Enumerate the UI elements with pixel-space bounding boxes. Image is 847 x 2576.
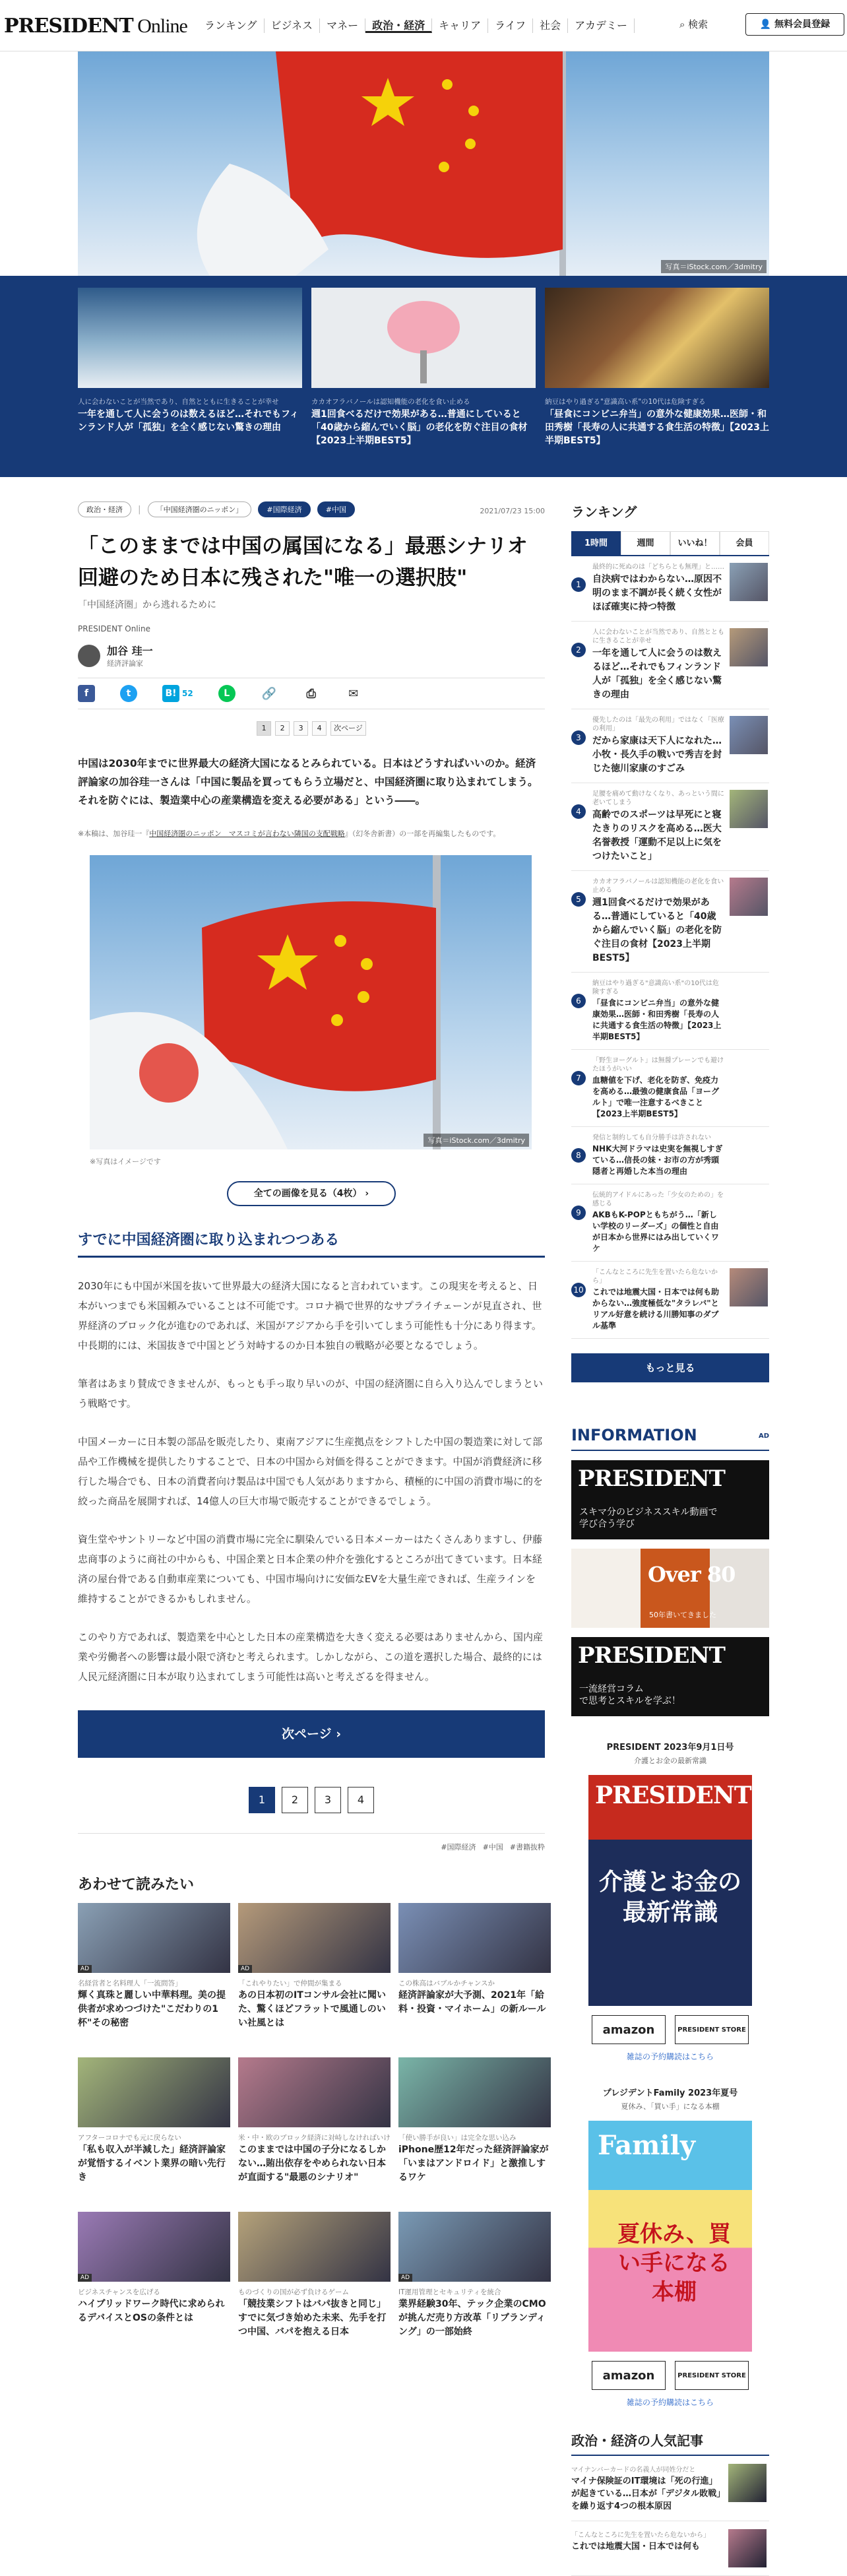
register-button[interactable]: 👤 無料会員登録 [745,13,844,36]
magazine-heading: PRESIDENT 2023年9月1日号 [606,1743,734,1753]
search-button[interactable]: ⌕ 検索 [679,18,708,30]
banner-title: Over 80 [648,1562,736,1587]
banner-text: 50年書いてきました [649,1611,716,1619]
featured-card[interactable] [545,288,769,447]
columns-banner[interactable] [571,1637,769,1716]
paragraph: 筆者はあまり賛成できませんが、もっとも手っ取り早いのが、中国の経済圏に自ら入り込んでしまうという戦略です。 [78,1378,544,1409]
ranking-title: NHK大河ドラマは史実を無視しすぎている…信長の妹・お市の方が秀頭隠者と再婚した本当の理由 [592,1144,723,1176]
page-link[interactable]: 3 [315,1787,341,1813]
facebook-icon[interactable]: f [78,685,95,702]
hashtag[interactable]: #中国 [482,1843,503,1852]
ranking-list [571,556,769,1339]
featured-kicker: 人に会わないことが当然であり、自然とともに生きることが幸せ [78,398,279,406]
magazine-cover[interactable] [588,2121,752,2352]
hashtag[interactable]: #国際経済 [258,501,310,517]
banner-title: PRESIDENT [578,1642,725,1669]
ranking-title: 一年を通して人に会うのは数えるほど…それでもフィンランド人が「孤独」を全く感じない驚きの理由 [592,648,722,700]
paragraph: 中国メーカーに日本製の部品を販売したり、東南アジアに生産拠点をシフトした中国の製造業に対して部品や工作機械を提供したりすることで、日本の中国から対価を得ることができます。中国が消費経済に移行した場合でも、日本の消費者向け製品は中国でも人気がありますから、積極的に中国の消費市場に的を絞った商品を展開すれば、14億人の巨大市場で販売することができるでしょう。 [78,1436,544,1507]
ranking-text [592,1056,724,1120]
paragraph: このやり方であれば、製造業を中心とした日本の産業構造を大きく変える必要はありませんから、国内産業や労働者への影響は最小限で済むと考えられます。しかしながら、この道を選択した場合、最終的には人民元経済圏に日本が取り込まれてしまう可能性は高いと考えざるを得ません。 [78,1631,544,1683]
ranking-kicker: 最終的に死ぬのは「どちらとも無理」と…… [592,564,724,571]
ranking-thumbnail [730,628,768,666]
ranking-item[interactable] [571,783,769,871]
ranking-title: 「昼食にコンビニ弁当」の意外な健康効果…医師・和田秀樹「長寿の人に共通する食生活の特徴」【2023上半期BEST5】 [592,998,722,1041]
ranking-item[interactable] [571,1184,769,1262]
ranking-title: 高齢でのスポーツは早死にと寝たきりのリスクを高める…医大名誉教授「運動不足以上に気をつけたいこと」 [592,810,722,862]
rank-number: 10 [571,1283,586,1297]
popular-heading: 政治・経済の人気記事 [571,2430,769,2456]
cover-logo: Family [598,2130,696,2161]
featured-kicker: カカオフラバノールは認知機能の老化を食い止める [311,398,470,406]
section-heading: すでに中国経済圏に取り込まれつつある [78,1229,545,1258]
ranking-text [592,1134,724,1177]
popular-text [571,2529,723,2567]
related-card[interactable] [238,2057,391,2199]
information-heading: INFORMATION AD [571,1426,769,1451]
subscribe-link[interactable]: 雑誌の予約購読はこちら [626,2052,714,2061]
ad-label: AD [238,1965,252,1973]
hashtag[interactable]: #中国 [317,501,355,517]
president-store-button[interactable]: PRESIDENT STORE [675,2015,749,2044]
rank-number: 7 [571,1071,586,1085]
view-all-images-button[interactable]: 全ての画像を見る（4枚） › [227,1181,396,1206]
author-block[interactable] [78,643,545,668]
related-thumbnail [238,1903,391,1973]
featured-band [0,276,847,477]
related-thumbnail [398,2057,551,2127]
article-lead: 中国は2030年までに世界最大の経済大国になるとみられている。日本はどうすればいいのか。経済評論家の加谷珪一さんは「中国に製品を買ってもらう立場だと、中国経済圏に取り込まれてしまう。それを防ぐには、製造業中心の産業構造を変える必要がある」という――。 [78,757,538,806]
search-icon: ⌕ [679,18,689,30]
ranking-kicker: 足腰を痛めて動けなくなり、あっという間に老いてしまう [592,790,724,806]
popular-thumbnail [728,2464,767,2502]
ranking-item[interactable] [571,871,769,973]
ranking-item[interactable] [571,556,769,622]
tab-hourly[interactable]: 1時間 [571,531,621,555]
popular-kicker: 「こんなところに先生を置いたら危ないから」 [571,2532,710,2539]
more-ranking-button[interactable]: もっと見る [571,1353,769,1382]
sidebar [571,501,769,2576]
ranking-heading: ランキング [571,504,637,520]
rank-number: 8 [571,1148,586,1163]
ad-label: AD [78,1965,92,1973]
ranking-title: AKBもK-POPともちがう…「新しい学校のリーダーズ」の個性と自由が日本から世界にはみ出していくワケ [592,1210,720,1253]
ranking-kicker: 「野生ヨーグルト」は無醤プレーンでも避けたほうがいい [592,1057,724,1073]
book-link[interactable]: 中国経済圏のニッポン マスコミが言わない隣国の支配戦略 [149,829,345,838]
hashtag[interactable]: #書籍抜粋 [509,1843,545,1852]
banner-text: スキマ分のビジネススキル動画で 学び合う学び [579,1507,718,1530]
related-card[interactable] [78,1903,230,2044]
ranking-text [592,628,724,702]
ranking-text [592,790,724,864]
featured-card[interactable] [311,288,536,447]
page-link[interactable]: 4 [312,721,327,736]
related-title: このままでは中国の子分になるしかない…賄出依存をやめられない日本が直面する"最悪のシナリオ" [238,2144,386,2183]
academy-banner[interactable] [571,1460,769,1539]
ranking-kicker: 人に会わないことが当然であり、自然とともに生きることが幸せ [592,629,724,645]
related-thumbnail [78,2057,230,2127]
ranking-text [592,1191,724,1254]
related-thumbnail [398,1903,551,1973]
article-title: 「このままでは中国の属国になる」最悪シナリオ回避のため日本に残された"唯一の選択肢" [78,534,528,590]
ranking-kicker: 発信と制約しても自分勝手は許されない [592,1134,711,1142]
link-icon[interactable]: 🔗 [261,686,276,701]
page-nav-top [78,721,545,736]
banner-text: 一流経営コラム で思考とスキルを学ぶ！ [579,1684,681,1706]
magazine-president [571,1740,769,2408]
paragraph: 2030年にも中国が米国を抜いて世界最大の経済大国になると言われています。この現実を考えると、日本がいつまでも米国頼みでいることは不可能です。コロナ禍で世界的なサプライチェーンが見直され、世界経済のブロック化が進むのであれば、米国がアジアから手を引いてしまう可能性も十分にあり得ます。中長期的には、米国抜きで中国とどう対峙するのか日本独自の戦略が必要となるでしょう。 [78,1280,542,1351]
ranking-item[interactable] [571,1050,769,1127]
rank-number: 3 [571,730,586,745]
related-kicker: 名経営者と名料理人「一流問答」 [78,1980,182,1987]
banner-title: PRESIDENT [578,1465,725,1492]
popular-title: これでは地震大国・日本では何も [571,2542,701,2552]
featured-kicker: 納豆はやり過ぎる"意識高い系"の10代は危険すぎる [545,398,706,406]
ranking-item[interactable] [571,1127,769,1184]
related-card[interactable] [238,1903,391,2044]
share-bar [78,678,545,709]
popular-thumbnail [728,2529,767,2567]
ranking-text [592,979,724,1043]
article-meta [78,501,545,517]
rank-number: 9 [571,1206,586,1220]
publish-date: 2021/07/23 15:00 [480,507,545,515]
related-grid [78,1903,549,2353]
rank-number: 5 [571,892,586,907]
ranking-thumbnail [730,716,768,754]
paragraph: 資生堂やサントリーなど中国の消費市場に完全に馴染んでいる日本メーカーはたくさんありますし、伊藤忠商事のように商社の中からも、中国企業と日本企業の仲介を強化するところが出てきています。日本経済の屋台骨である自動車産業についても、中国市場向けに安価なEVを大量生産できれば、生産ラインを維持することができるかもしれません。 [78,1533,542,1605]
amazon-button[interactable]: amazon [592,2015,666,2044]
popular-title: マイナ保険証のIT環境は「死の行進」が起きている…日本が「デジタル敗戦」を繰り返す4つの根本原因 [571,2476,721,2511]
tab-likes[interactable]: いいね！ [670,531,720,555]
hero-image [78,51,769,276]
related-title: ハイブリッドワーク時代に求められるデバイスとOSの条件とは [78,2299,225,2323]
site-header [0,0,847,51]
ranking-text [592,563,724,614]
main-nav [198,18,635,33]
image-credit: 写真＝iStock.com／3dmitry [424,1134,529,1147]
cover-title: 介護とお金の最新常識 [598,1869,741,1926]
featured-card[interactable] [78,288,302,447]
nav-item-politics[interactable]: 政治・経済 [365,18,432,33]
page-link[interactable]: 3 [294,721,308,736]
image-caption: ※写真はイメージです [90,1157,161,1166]
featured-title: 一年を通して人に会うのは数えるほど…それでもフィンランド人が「孤独」を全く感じない驚きの理由 [78,409,299,433]
related-card[interactable] [78,2057,230,2199]
page-link[interactable]: 2 [282,1787,308,1813]
tab-weekly[interactable]: 週間 [621,531,670,555]
ranking-text [592,878,724,965]
line-icon[interactable]: L [218,685,235,702]
related-heading: あわせて読みたい [78,1877,195,1893]
author-name: 加谷 珪一 [107,645,153,657]
rank-number: 4 [571,804,586,819]
ranking-item[interactable] [571,709,769,783]
ad-label: AD [758,1433,769,1440]
featured-title: 「昼食にコンビニ弁当」の意外な健康効果…医師・和田秀樹「長寿の人に共通する食生活の特徴」【2023上半期BEST5】 [545,409,769,446]
related-title: 輝く真珠と麗しい中華料理。美の提供者が求めつづけた"こだわりの1杯"その秘密 [78,1990,226,2028]
nav-item-life[interactable]: ライフ [488,18,533,33]
magazine-subheading: 介護とお金の最新常識 [634,1756,706,1765]
ranking-kicker: 「こんなところに先生を置いたら危ないから」 [592,1269,718,1285]
hero-credit: 写真＝iStock.com／3dmitry [661,260,767,273]
article-image[interactable] [90,855,532,1149]
cover-title: 夏休み、買い手になる本棚 [617,2221,732,2305]
page-link[interactable]: 2 [275,721,290,736]
ranking-text [592,716,724,776]
ranking-thumbnail [730,790,768,828]
article-source: PRESIDENT Online [78,624,150,633]
tab-members[interactable]: 会員 [720,531,769,555]
related-kicker: 「使い勝手が良い」は完全な思い込み [398,2134,517,2142]
nav-item-society[interactable]: 社会 [533,18,568,33]
popular-item[interactable] [571,2456,769,2521]
series-tag[interactable]: 「中国経済圏のニッポン」 [148,501,252,517]
ranking-kicker: 納豆はやり過ぎる"意識高い系"の10代は危険すぎる [592,980,719,996]
flag-illustration [78,51,769,276]
ranking-kicker: 伝統的アイドルにあった「少女のための」を感じる [592,1192,724,1208]
site-logo[interactable]: PRESIDENT Online [4,15,187,38]
related-title: 業界経験30年、テック企業のCMOが挑んだ売り方改革「リブランディング」の一部始終 [398,2299,546,2337]
chevron-right-icon: › [365,1188,369,1199]
ranking-thumbnail [730,563,768,601]
book-banner[interactable] [571,1549,769,1628]
related-title: 「私も収入が半減した」経済評論家が覚悟するイベント業界の暗い先行き [78,2144,226,2183]
rank-number: 6 [571,994,586,1008]
related-card[interactable] [398,1903,551,2044]
next-page-link[interactable]: 次ページ [330,721,366,736]
popular-text [571,2464,723,2513]
popular-item[interactable] [571,2521,769,2576]
page-nav-bottom [78,1787,545,1813]
author-avatar [78,645,100,667]
magazine-cover[interactable] [588,1775,752,2006]
featured-thumbnail [311,288,536,388]
rank-number: 2 [571,643,586,657]
article [78,501,549,2353]
divider: | [138,505,141,515]
related-thumbnail [78,2212,230,2282]
magazine-heading: プレジデントFamily 2023年夏号 [602,2088,738,2098]
category-tag[interactable]: 政治・経済 [78,501,131,517]
related-card[interactable] [238,2212,391,2353]
nav-item-academy[interactable]: アカデミー [568,18,635,33]
related-thumbnail [78,1903,230,1973]
ranking-title: だから家康は天下人になれた…小牧・長久手の戦いで秀吉を封じた徳川家康のすごみ [592,736,722,774]
nav-item-career[interactable]: キャリア [432,18,488,33]
ranking-thumbnail [730,878,768,916]
related-kicker: アフターコロナでも元に戻らない [78,2134,181,2142]
ad-label: AD [398,2274,412,2282]
featured-thumbnail [78,288,302,388]
page-link[interactable]: 1 [257,721,271,736]
article-subtitle: 「中国経済圏」から逃れるために [78,600,216,610]
author-role: 経済評論家 [107,659,143,668]
related-thumbnail [398,2212,551,2282]
ad-label: AD [78,2274,92,2282]
related-thumbnail [238,2212,391,2282]
related-title: あの日本初のITコンサル会社に聞いた、驚くほどフラットで風通しのいい社風とは [238,1990,387,2028]
ranking-tabs [571,531,769,556]
next-page-button[interactable]: 次ページ › [78,1710,545,1758]
rank-number: 1 [571,577,586,592]
ranking-item[interactable] [571,622,769,709]
related-kicker: この株高はバブルかチャンスか [398,1980,495,1987]
popular-kicker: マイナンバーカードの名義人が同姓分だと [571,2466,696,2474]
related-title: 経済評論家が大予測、2021年「給料・投資・マイホーム」の新ルール [398,1990,546,2014]
featured-title: 週1回食べるだけで効果がある…普通にしていると「40歳から縮んでいく脳」の老化を防ぐ注目の食材【2023上半期BEST5】 [311,409,528,446]
ranking-item[interactable] [571,1262,769,1339]
user-icon: 👤 [759,19,775,30]
ranking-kicker: 優先したのは「最先の利用」ではなく「医療の利用」 [592,717,724,732]
nav-item-business[interactable]: ビジネス [265,18,321,33]
print-icon[interactable]: ⎙ [306,686,316,701]
related-card[interactable] [398,2212,551,2353]
president-store-button[interactable]: PRESIDENT STORE [675,2361,749,2390]
ranking-title: 血糖値を下げ、老化を防ぎ、免疫力を高める…最強の健康食品「ヨーグルト」で唯一注意するべきこと【2023上半期BEST5】 [592,1076,720,1118]
related-thumbnail [238,2057,391,2127]
subscribe-link[interactable]: 雑誌の予約購読はこちら [626,2398,714,2407]
related-kicker: IT運用管理とセキュリティを統合 [398,2288,501,2296]
related-card[interactable] [78,2212,230,2353]
related-title: iPhone歴12年だった経済評論家が「いまはアンドロイド」と激推しするワケ [398,2144,549,2183]
magazine-subheading: 夏休み、「買い手」になる本棚 [621,2102,720,2111]
bottom-tags [78,1833,545,1852]
page-link[interactable]: 4 [348,1787,374,1813]
hashtag[interactable]: #国際経済 [441,1843,476,1852]
store-links [571,2361,769,2390]
ranking-item[interactable] [571,973,769,1050]
related-kicker: ビジネスチャンスを広げる [78,2288,160,2296]
mail-icon[interactable]: ✉ [348,686,359,701]
ranking-title: これでは地震大国・日本では何も助からない…強度極低な"タラレバ"とリアル好意を続ける川勝知事のダブル基準 [592,1287,720,1330]
store-links [571,2015,769,2044]
amazon-button[interactable]: amazon [592,2361,666,2390]
ranking-text [592,1268,724,1332]
featured-thumbnail [545,288,769,388]
ranking-title: 週1回食べるだけで効果がある…普通にしていると「40歳から縮んでいく脳」の老化を防ぐ注目の食材【2023上半期BEST5】 [592,897,722,963]
ranking-kicker: カカオフラバノールは認知機能の老化を食い止める [592,878,724,894]
nav-item-money[interactable]: マネー [320,18,365,33]
flag-illustration [90,855,532,1149]
nav-item-ranking[interactable]: ランキング [198,18,265,33]
ranking-thumbnail [730,1268,768,1306]
popular-list [571,2456,769,2576]
source-note: ※本稿は、加谷珪一『中国経済圏のニッポン マスコミが言わない隣国の支配戦略』（幻冬舎新書）の一部を再編集したものです。 [78,829,501,838]
related-kicker: 「これやりたい」で仲間が集まる [238,1980,342,1987]
page-link[interactable]: 1 [249,1787,275,1813]
ranking-title: 自決病ではわからない…原因不明のまま不調が長く続く女性がほぼ確実に持つ特徴 [592,574,722,612]
hatena-icon: B! [162,685,179,702]
related-title: 「競技業シフトはバパ抜きと同じ」すでに気づき始めた未来、先手を打つ中国、バパを抱える日本 [238,2299,387,2337]
hatena-share[interactable] [162,685,193,702]
related-kicker: ものづくりの国が必ず負けるゲーム [238,2288,349,2296]
related-kicker: 米・中・欧のブロック経済に対峙しなければいけ [238,2134,391,2142]
hatena-count: 52 [182,689,193,698]
twitter-icon[interactable]: t [120,685,137,702]
cover-logo: PRESIDENT [595,1782,751,1809]
related-card[interactable] [398,2057,551,2199]
